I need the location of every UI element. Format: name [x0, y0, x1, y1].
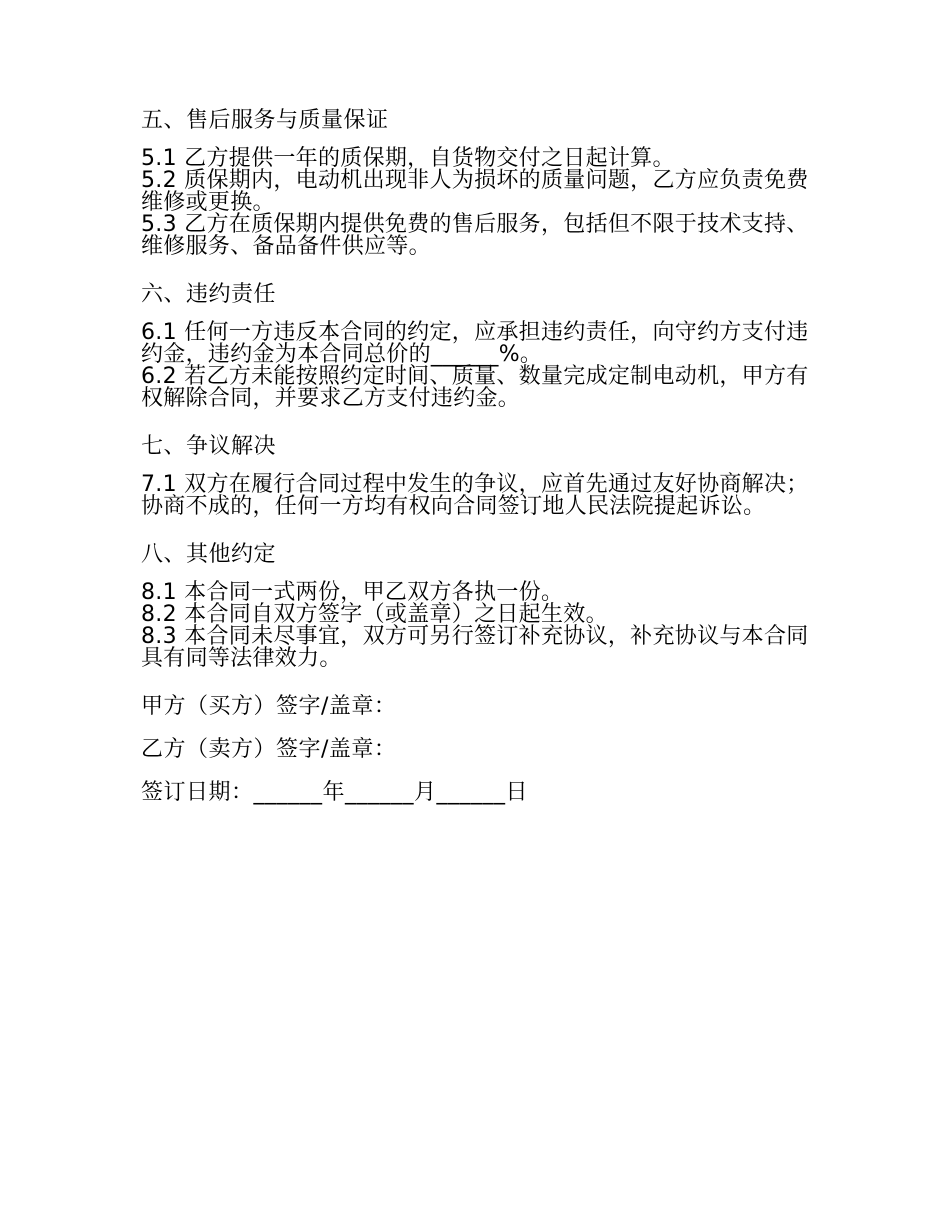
section-heading: 五、售后服务与质量保证: [141, 108, 389, 133]
section-other: [141, 540, 811, 670]
clause-5-2: 5.2 质保期内，电动机出现非人为损坏的质量问题，乙方应负责免费维修或更换。: [141, 168, 809, 215]
signing-date: 签订日期：______年______月______日: [141, 780, 529, 805]
clause-5-3: 5.3 乙方在质保期内提供免费的售后服务，包括但不限于技术支持、维修服务、备品备件供应等。: [141, 212, 809, 259]
clause-8-1: 8.1 本合同一式两份，甲乙双方各执一份。: [141, 580, 564, 605]
section-heading: 七、争议解决: [141, 434, 277, 459]
section-liability: [141, 280, 811, 410]
clause-6-2: 6.2 若乙方未能按照约定时间、质量、数量完成定制电动机，甲方有权解除合同，并要求乙方支付违约金。: [141, 364, 809, 411]
clause-5-1: 5.1 乙方提供一年的质保期，自货物交付之日起计算。: [141, 146, 675, 171]
section-heading: 六、违约责任: [141, 282, 277, 307]
section-heading: 八、其他约定: [141, 542, 277, 567]
party-a-signature: 甲方（买方）签字/盖章：: [141, 694, 397, 719]
clause-8-3: 8.3 本合同未尽事宜，双方可另行签订补充协议，补充协议与本合同具有同等法律效力。: [141, 624, 809, 671]
party-b-signature: 乙方（卖方）签字/盖章：: [141, 737, 397, 762]
section-after-sales: [141, 106, 811, 258]
section-dispute: [141, 432, 811, 518]
clause-7-1: 7.1 双方在履行合同过程中发生的争议，应首先通过友好协商解决；协商不成的，任何一方均有权向合同签订地人民法院提起诉讼。: [141, 472, 809, 519]
clause-6-1: 6.1 任何一方违反本合同的约定，应承担违约责任，向守约方支付违约金，违约金为本合同总价的______%。: [141, 320, 809, 367]
contract-page: [141, 106, 811, 821]
clause-8-2: 8.2 本合同自双方签字（或盖章）之日起生效。: [141, 602, 608, 627]
signature-block: [141, 692, 811, 808]
